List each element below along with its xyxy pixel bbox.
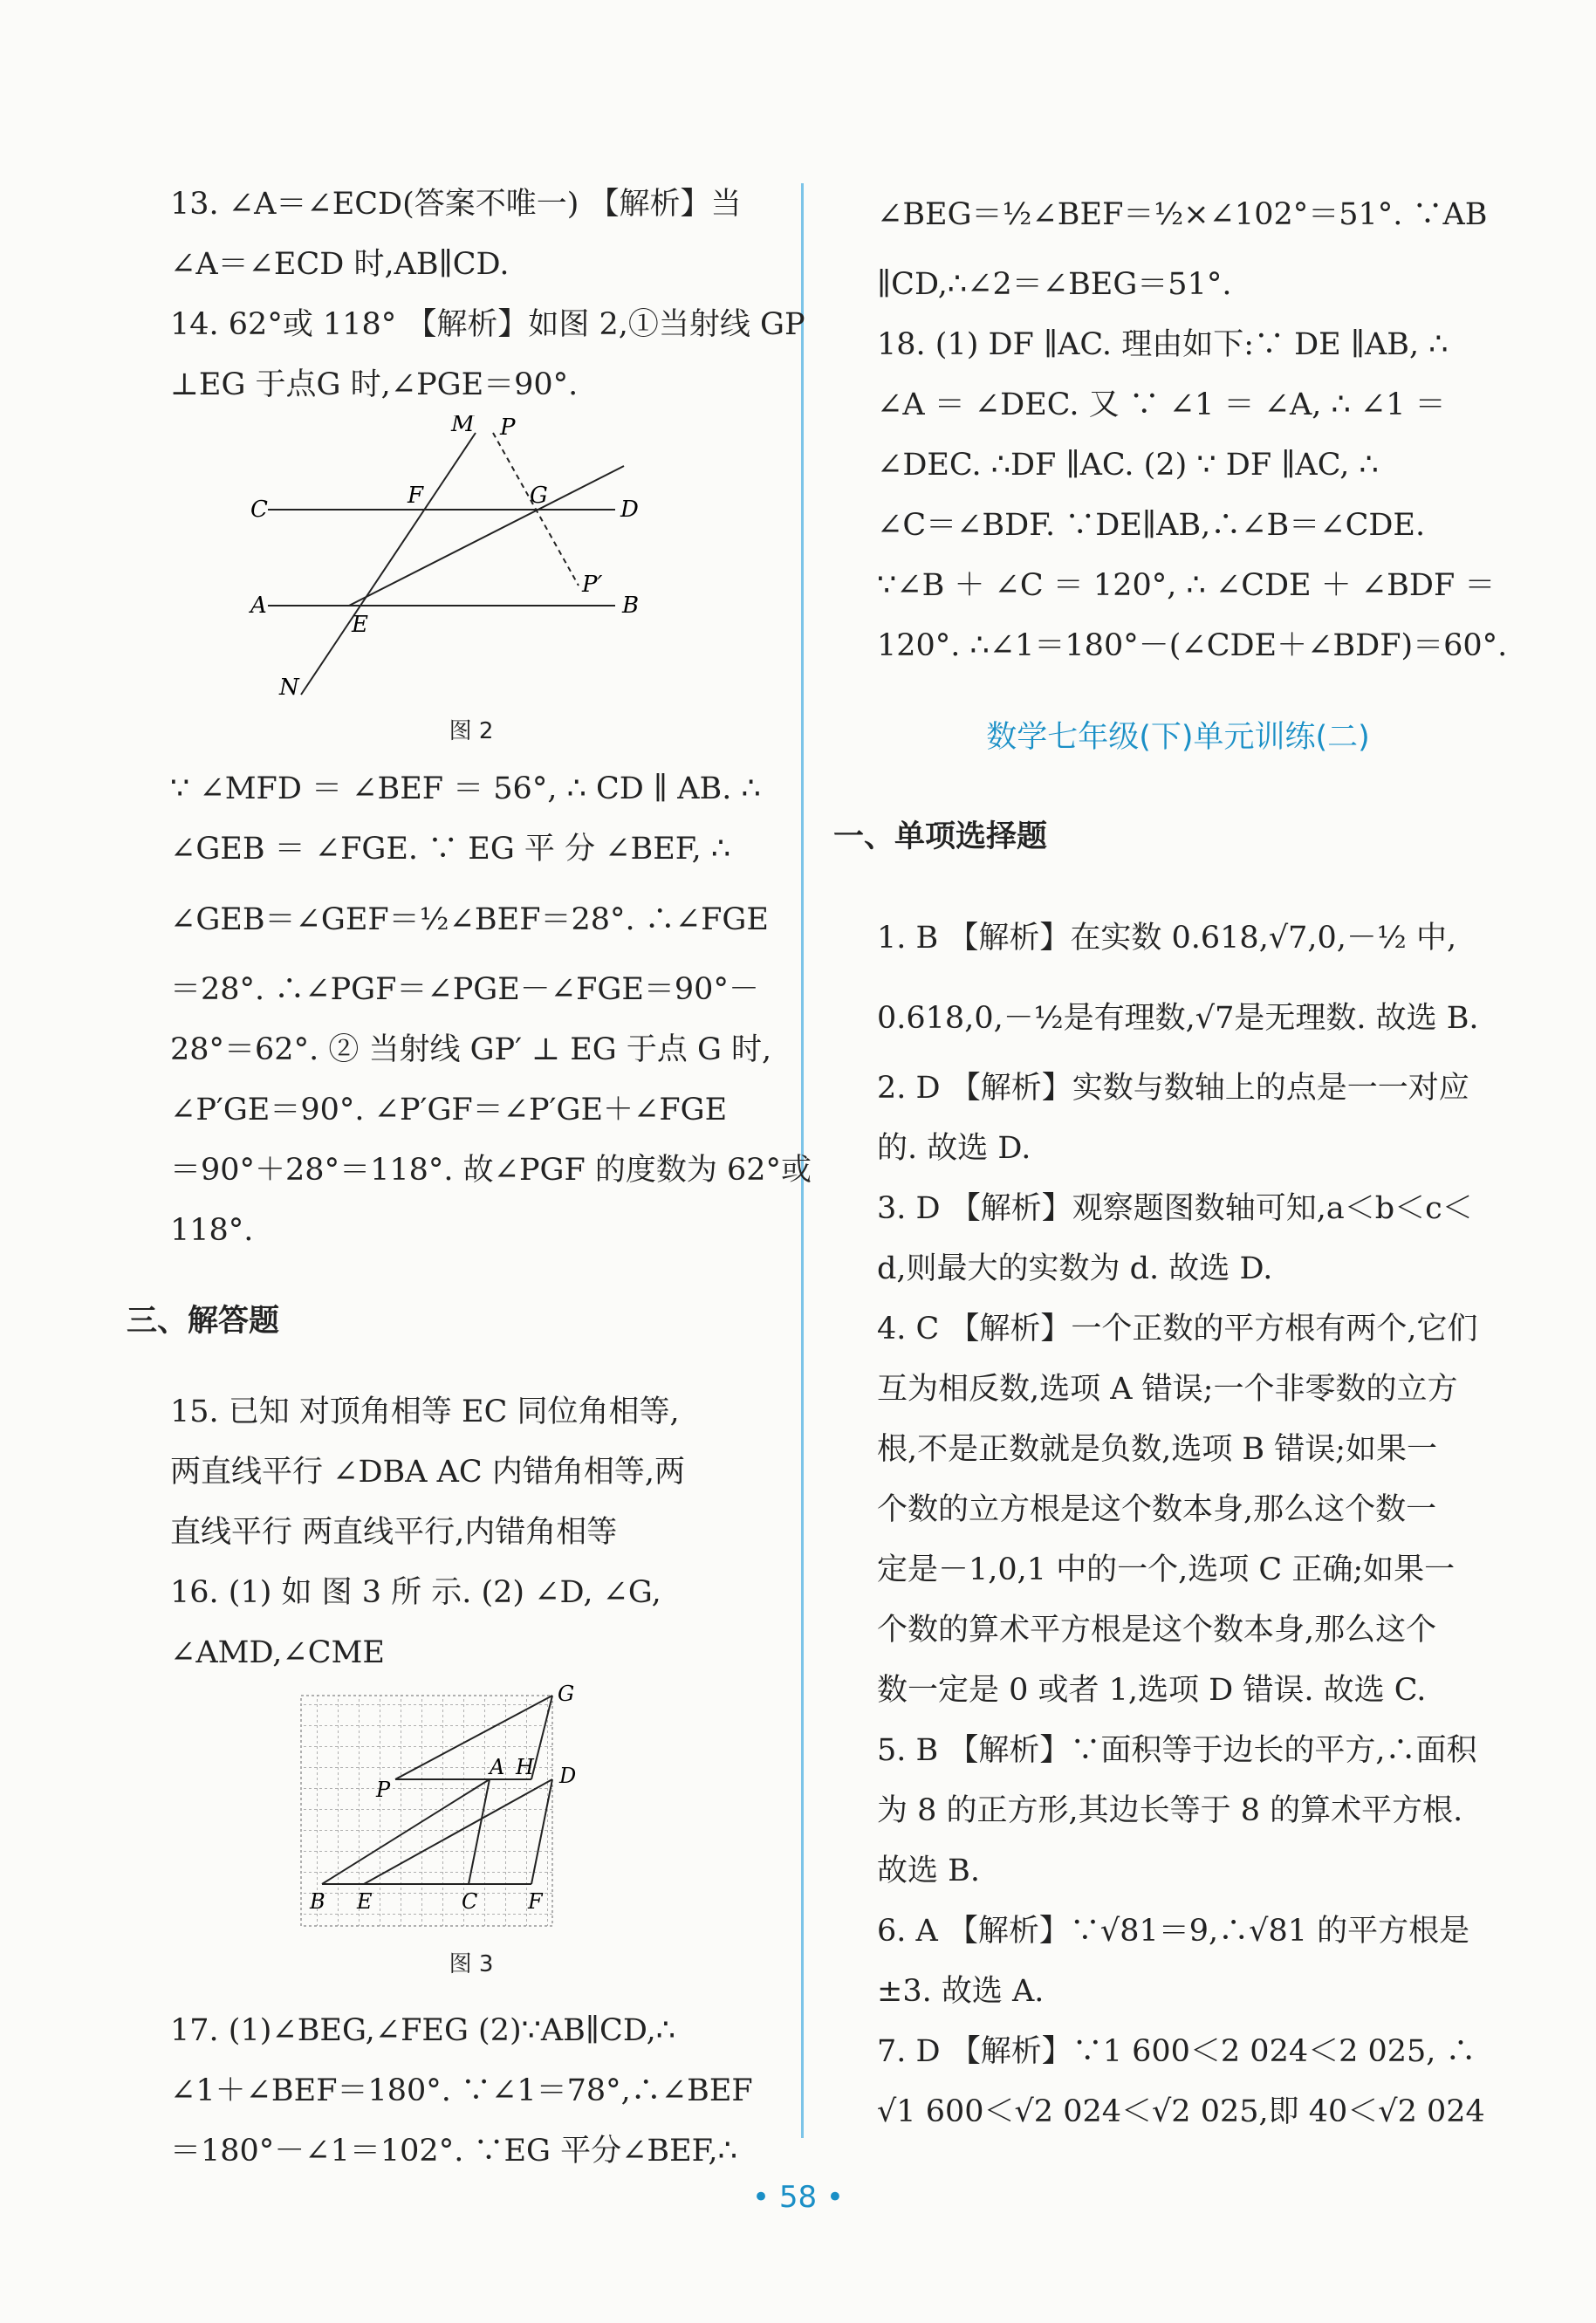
label-e: E <box>352 612 368 638</box>
text-line: 两直线平行 ∠DBA AC 内错角相等,两 <box>170 1455 685 1490</box>
text-line: ±3. 故选 A. <box>877 1974 1045 2009</box>
label-e: E <box>357 1889 373 1914</box>
text-line: 0.618,0,－½是有理数,√7是无理数. 故选 B. <box>877 1001 1479 1036</box>
text-line: 数一定是 0 或者 1,选项 D 错误. 故选 C. <box>877 1673 1427 1708</box>
text-line: 118°. <box>170 1213 254 1248</box>
section-heading-1: 一、单项选择题 <box>833 819 1048 854</box>
text-line: 3. D 【解析】观察题图数轴可知,a＜b＜c＜ <box>877 1191 1473 1226</box>
text-line: 5. B 【解析】∵面积等于边长的平方,∴面积 <box>877 1733 1477 1768</box>
text-line: 7. D 【解析】∵1 600＜2 024＜2 025, ∴ <box>877 2034 1476 2069</box>
left-text-c <box>170 1382 772 1683</box>
label-a: A <box>250 593 267 619</box>
text-line: 14. 62°或 118° 【解析】如图 2,①当射线 GP <box>170 307 805 342</box>
text-line: ＝180°－∠1＝102°. ∵EG 平分∠BEF,∴ <box>170 2134 737 2169</box>
left-column <box>127 175 812 2182</box>
text-line: 6. A 【解析】∵√81＝9,∴√81 的平方根是 <box>877 1914 1470 1949</box>
label-d: D <box>559 1764 577 1788</box>
unit-title: 数学七年级(下)单元训练(二) <box>986 720 1370 755</box>
text-line: ⊥EG 于点G 时,∠PGE＝90°. <box>170 367 579 402</box>
text-line: ∠C＝∠BDF. ∵DE∥AB,∴∠B＝∠CDE. <box>877 508 1426 543</box>
text-line: ∥CD,∴∠2＝∠BEG＝51°. <box>877 267 1232 302</box>
text-line: ∠A＝∠ECD 时,AB∥CD. <box>170 247 510 282</box>
text-line: ∠A ＝ ∠DEC. 又 ∵ ∠1 ＝ ∠A, ∴ ∠1 ＝ <box>877 387 1446 422</box>
figure-3-grid <box>170 1683 772 1945</box>
text-line: 为 8 的正方形,其边长等于 8 的算术平方根. <box>877 1793 1463 1828</box>
label-a: A <box>490 1755 505 1779</box>
text-line: 15. 已知 对顶角相等 EC 同位角相等, <box>170 1394 680 1429</box>
text-line: 17. (1)∠BEG,∠FEG (2)∵AB∥CD,∴ <box>170 2013 676 2048</box>
text-line: 个数的立方根是这个数本身,那么这个数一 <box>877 1492 1437 1527</box>
grid-background <box>301 1696 552 1926</box>
label-g: G <box>558 1683 575 1706</box>
text-line: ∠1＋∠BEF＝180°. ∵∠1＝78°,∴∠BEF <box>170 2073 753 2108</box>
label-d: D <box>620 497 639 523</box>
left-text-d <box>170 2001 772 2182</box>
text-line: ∠GEB ＝ ∠FGE. ∵ EG 平 分 ∠BEF, ∴ <box>170 832 731 867</box>
text-line: √1 600＜√2 024＜√2 025,即 40＜√2 024 <box>877 2094 1485 2129</box>
text-line: ∠P′GE＝90°. ∠P′GF＝∠P′GE＋∠FGE <box>170 1093 728 1127</box>
right-text-b <box>877 898 1485 2142</box>
text-line: 个数的算术平方根是这个数本身,那么这个 <box>877 1613 1437 1648</box>
text-line: 28°＝62°. ② 当射线 GP′ ⊥ EG 于点 G 时, <box>170 1032 772 1067</box>
label-p-prime: P′ <box>582 572 603 598</box>
page-number: • 58 • <box>752 2180 844 2215</box>
label-g: G <box>530 483 548 509</box>
label-n: N <box>279 675 299 701</box>
label-b: B <box>310 1889 325 1914</box>
figure-2-caption: 图 2 <box>449 718 494 744</box>
text-line: ∠DEC. ∴DF ∥AC. (2) ∵ DF ∥AC, ∴ <box>877 448 1379 483</box>
label-b: B <box>622 593 640 619</box>
text-line: ＝28°. ∴∠PGF＝∠PGE－∠FGE＝90°－ <box>170 972 759 1007</box>
label-f: F <box>408 483 424 509</box>
text-line: 定是－1,0,1 中的一个,选项 C 正确;如果一 <box>877 1552 1456 1587</box>
text-line: 的. 故选 D. <box>877 1131 1031 1166</box>
left-text-b <box>170 759 812 1261</box>
text-line: ∵∠B ＋ ∠C ＝ 120°, ∴ ∠CDE ＋ ∠BDF ＝ <box>877 568 1496 603</box>
text-line: d,则最大的实数为 d. 故选 D. <box>877 1251 1273 1286</box>
right-text-a <box>877 175 1508 676</box>
figure-2-diagram <box>170 415 772 712</box>
text-line: 故选 B. <box>877 1854 980 1888</box>
text-line: 2. D 【解析】实数与数轴上的点是一一对应 <box>877 1071 1469 1106</box>
text-line: 根,不是正数就是负数,选项 B 错误;如果一 <box>877 1432 1438 1467</box>
label-m: M <box>451 415 475 437</box>
text-line: 120°. ∴∠1＝180°－(∠CDE＋∠BDF)＝60°. <box>877 628 1508 663</box>
label-p: P <box>376 1778 391 1802</box>
text-line: 16. (1) 如 图 3 所 示. (2) ∠D, ∠G, <box>170 1575 661 1610</box>
label-c: C <box>250 497 268 523</box>
text-line: 18. (1) DF ∥AC. 理由如下:∵ DE ∥AB, ∴ <box>877 327 1449 362</box>
left-text-a <box>170 175 805 415</box>
text-line: ∵ ∠MFD ＝ ∠BEF ＝ 56°, ∴ CD ∥ AB. ∴ <box>170 771 761 806</box>
text-line: 互为相反数,选项 A 错误;一个非零数的立方 <box>877 1372 1458 1407</box>
section-heading-3: 三、解答题 <box>127 1304 280 1339</box>
label-f: F <box>528 1889 543 1914</box>
label-h: H <box>516 1755 534 1779</box>
text-line: 直线平行 两直线平行,内错角相等 <box>170 1515 618 1550</box>
text-line: ∠GEB＝∠GEF＝½∠BEF＝28°. ∴∠FGE <box>170 902 769 937</box>
label-c: C <box>462 1889 478 1914</box>
line-mn <box>301 433 476 695</box>
text-line: 1. B 【解析】在实数 0.618,√7,0,－½ 中, <box>877 921 1457 956</box>
text-line: ∠BEG＝½∠BEF＝½×∠102°＝51°. ∵AB <box>877 197 1488 232</box>
right-column <box>833 175 1508 2142</box>
figure-3-caption: 图 3 <box>449 1951 494 1977</box>
text-line: 4. C 【解析】一个正数的平方根有两个,它们 <box>877 1312 1478 1347</box>
label-p: P <box>500 415 516 441</box>
text-line: ∠AMD,∠CME <box>170 1635 385 1670</box>
text-line: ＝90°＋28°＝118°. 故∠PGF 的度数为 62°或 <box>170 1153 812 1188</box>
text-line: 13. ∠A＝∠ECD(答案不唯一) 【解析】当 <box>170 187 742 222</box>
